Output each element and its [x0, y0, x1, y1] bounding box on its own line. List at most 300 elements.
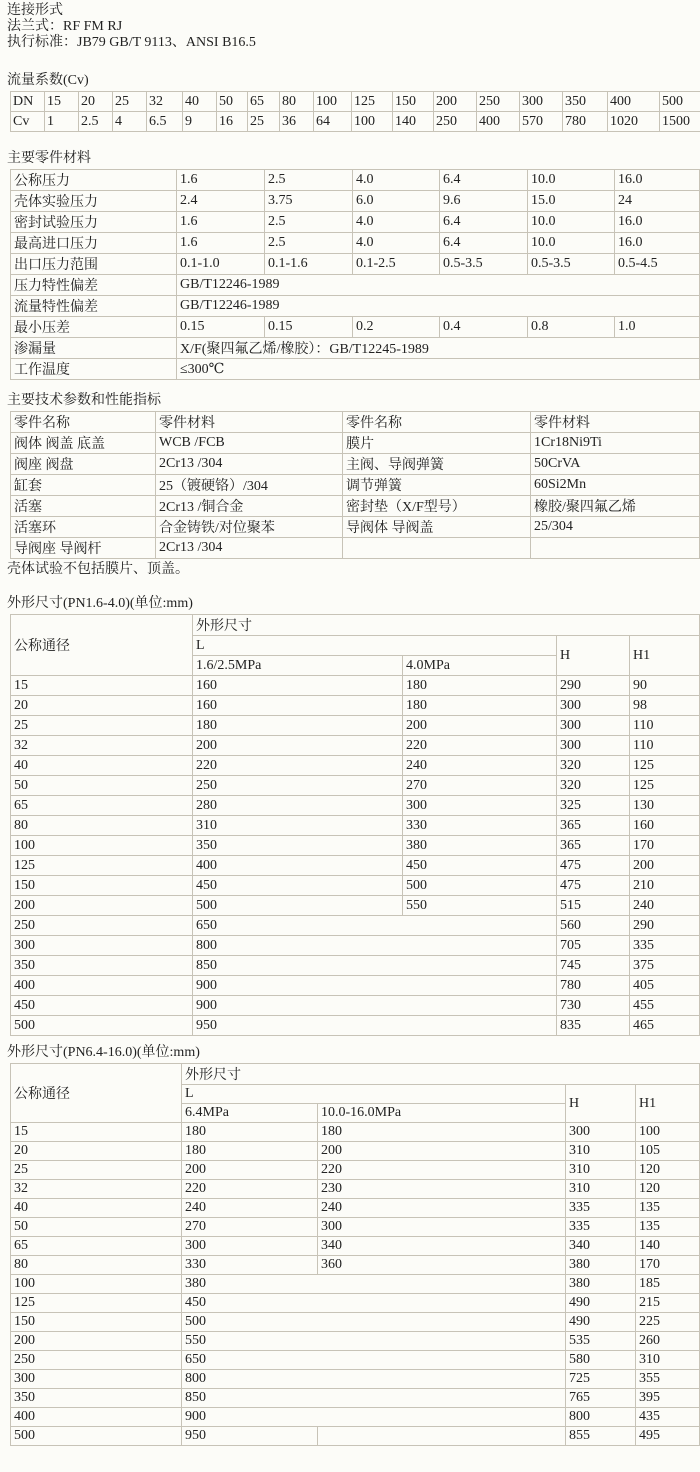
- l1-cell: 220: [182, 1180, 318, 1199]
- dn-cell: 20: [11, 1142, 182, 1161]
- standards-line: 执行标准：JB79 GB/T 9113、ANSI B16.5: [7, 35, 256, 50]
- cv-value-cell: 780: [563, 112, 608, 132]
- parts-cell: 阀座 阀盘: [11, 454, 156, 475]
- dn-cell: 100: [11, 1275, 182, 1294]
- h-cell: 335: [566, 1199, 636, 1218]
- dn-cell: 250: [11, 916, 193, 936]
- dn-value-cell: 80: [280, 92, 314, 112]
- l1-cell: 250: [193, 776, 403, 796]
- h-cell: 535: [566, 1332, 636, 1351]
- h1-cell: 170: [636, 1256, 700, 1275]
- l1-cell: 270: [182, 1218, 318, 1237]
- h-cell: 300: [557, 736, 630, 756]
- cv-value-cell: 25: [248, 112, 280, 132]
- dim-data-row: [11, 1161, 700, 1180]
- h1-cell: 120: [636, 1180, 700, 1199]
- h1-cell: 215: [636, 1294, 700, 1313]
- cv-section-title: 流量系数(Cv): [7, 73, 89, 88]
- col-header-h1: H1: [636, 1085, 700, 1123]
- h-cell: 300: [566, 1123, 636, 1142]
- h1-cell: 260: [636, 1332, 700, 1351]
- h-cell: 300: [557, 696, 630, 716]
- pressure-span-cell: X/F(聚四氟乙烯/橡胶）：GB/T12245-1989: [177, 338, 700, 359]
- h1-cell: 405: [630, 976, 700, 996]
- col-header-nominal-diameter: 公称通径: [11, 615, 193, 676]
- parts-cell: 活塞: [11, 496, 156, 517]
- dn-value-cell: 40: [183, 92, 217, 112]
- l1-cell: 180: [182, 1142, 318, 1161]
- parts-cell: 25/304: [531, 517, 700, 538]
- dim-data-row: [11, 916, 700, 936]
- pressure-row-label: 工作温度: [11, 359, 177, 380]
- h1-cell: 375: [630, 956, 700, 976]
- l1-cell: 400: [193, 856, 403, 876]
- l-merged-cell: 650: [182, 1351, 566, 1370]
- pressure-row-label: 壳体实验压力: [11, 191, 177, 212]
- dim-data-row: [11, 1180, 700, 1199]
- dn-cell: 300: [11, 1370, 182, 1389]
- dn-value-cell: 250: [477, 92, 520, 112]
- h1-cell: 98: [630, 696, 700, 716]
- pressure-value-cell: 1.6: [177, 212, 265, 233]
- l1-cell: 280: [193, 796, 403, 816]
- pressure-value-cell: 0.4: [440, 317, 528, 338]
- pressure-row-label: 渗漏量: [11, 338, 177, 359]
- l1-cell: 310: [193, 816, 403, 836]
- cv-value-cell: 36: [280, 112, 314, 132]
- l2-cell: 220: [318, 1161, 566, 1180]
- pressure-spec-table: [10, 169, 700, 380]
- h-cell: 300: [557, 716, 630, 736]
- h1-cell: 310: [636, 1351, 700, 1370]
- h-cell: 335: [566, 1218, 636, 1237]
- dn-cell: 50: [11, 1218, 182, 1237]
- l1-cell: 450: [193, 876, 403, 896]
- dim-data-row: [11, 1427, 700, 1446]
- dn-value-cell: 25: [113, 92, 147, 112]
- h-cell: 725: [566, 1370, 636, 1389]
- dim-data-row: [11, 1218, 700, 1237]
- pressure-value-cell: 2.5: [265, 212, 353, 233]
- dim-data-row: [11, 996, 700, 1016]
- h-cell: 320: [557, 776, 630, 796]
- dn-cell: 25: [11, 1161, 182, 1180]
- parts-cell: 25（镀硬铬）/304: [156, 475, 343, 496]
- parts-cell: 合金铸铁/对位聚苯: [156, 517, 343, 538]
- h1-cell: 135: [636, 1218, 700, 1237]
- dn-value-cell: 125: [352, 92, 393, 112]
- pressure-row: [11, 275, 700, 296]
- dn-cell: 50: [11, 776, 193, 796]
- dim-data-row: [11, 1199, 700, 1218]
- l1-cell: 350: [193, 836, 403, 856]
- parts-header-row: [11, 412, 700, 433]
- h1-cell: 335: [630, 936, 700, 956]
- parts-column-header: 零件名称: [343, 412, 531, 433]
- dn-cell: 15: [11, 676, 193, 696]
- h1-cell: 200: [630, 856, 700, 876]
- h-cell: 380: [566, 1275, 636, 1294]
- dn-value-cell: 65: [248, 92, 280, 112]
- dim-data-row: [11, 976, 700, 996]
- dn-cell: 15: [11, 1123, 182, 1142]
- l2-cell: 340: [318, 1237, 566, 1256]
- parts-section-title: 主要技术参数和性能指标: [7, 393, 161, 408]
- cv-value-cell: 1020: [608, 112, 660, 132]
- parts-row: [11, 538, 700, 559]
- l2-cell: 300: [403, 796, 557, 816]
- pressure-value-cell: 0.5-3.5: [528, 254, 615, 275]
- pressure-value-cell: 2.4: [177, 191, 265, 212]
- h-cell: 780: [557, 976, 630, 996]
- flow-coefficient-table: [10, 91, 700, 132]
- parts-row: [11, 496, 700, 517]
- dn-cell: 150: [11, 876, 193, 896]
- l1-cell: 220: [193, 756, 403, 776]
- pressure-value-cell: 0.5-3.5: [440, 254, 528, 275]
- pressure-value-cell: 6.0: [353, 191, 440, 212]
- pressure-value-cell: 0.8: [528, 317, 615, 338]
- cv-value-cell: 570: [520, 112, 563, 132]
- dim-data-row: [11, 1408, 700, 1427]
- h-cell: 730: [557, 996, 630, 1016]
- l-merged-cell: 800: [193, 936, 557, 956]
- col-header-outline-dimensions: 外形尺寸: [182, 1064, 700, 1085]
- l1-cell: 500: [193, 896, 403, 916]
- pressure-value-cell: 10.0: [528, 212, 615, 233]
- pressure-value-cell: 0.1-2.5: [353, 254, 440, 275]
- h-cell: 560: [557, 916, 630, 936]
- h1-cell: 130: [630, 796, 700, 816]
- dn-value-cell: 150: [393, 92, 434, 112]
- l1-cell: 240: [182, 1199, 318, 1218]
- l2-cell: 230: [318, 1180, 566, 1199]
- l-merged-cell: 450: [182, 1294, 566, 1313]
- l2-cell: [318, 1427, 566, 1446]
- dn-cell: 80: [11, 816, 193, 836]
- cv-value-cell: 64: [314, 112, 352, 132]
- h-cell: 310: [566, 1180, 636, 1199]
- pressure-value-cell: 4.0: [353, 233, 440, 254]
- h-cell: 365: [557, 816, 630, 836]
- dn-value-cell: 400: [608, 92, 660, 112]
- cv-value-cell: 1: [45, 112, 79, 132]
- dn-cell: 125: [11, 856, 193, 876]
- parts-cell: [343, 538, 531, 559]
- dim-data-row: [11, 1332, 700, 1351]
- dn-cell: 65: [11, 796, 193, 816]
- l2-cell: 180: [403, 676, 557, 696]
- pressure-row: [11, 317, 700, 338]
- pressure-value-cell: 0.1-1.6: [265, 254, 353, 275]
- dim-data-row: [11, 1142, 700, 1161]
- dim-data-row: [11, 816, 700, 836]
- dim-data-row: [11, 676, 700, 696]
- h1-cell: 125: [630, 776, 700, 796]
- pressure-row: [11, 191, 700, 212]
- l2-cell: 240: [403, 756, 557, 776]
- parts-cell: 2Cr13 /铜合金: [156, 496, 343, 517]
- cv-value-cell: 9: [183, 112, 217, 132]
- l1-cell: 160: [193, 676, 403, 696]
- col-header-h: H: [557, 636, 630, 676]
- cv-value-cell: 4: [113, 112, 147, 132]
- cv-value-cell: 16: [217, 112, 248, 132]
- h1-cell: 465: [630, 1016, 700, 1036]
- pressure-value-cell: 3.75: [265, 191, 353, 212]
- parts-column-header: 零件材料: [531, 412, 700, 433]
- parts-row: [11, 433, 700, 454]
- l2-cell: 450: [403, 856, 557, 876]
- pressure-value-cell: 9.6: [440, 191, 528, 212]
- dn-value-cell: 15: [45, 92, 79, 112]
- dn-cell: 500: [11, 1016, 193, 1036]
- dim-data-row: [11, 1389, 700, 1408]
- h1-cell: 355: [636, 1370, 700, 1389]
- dn-cell: 100: [11, 836, 193, 856]
- dim-data-row: [11, 1275, 700, 1294]
- pressure-span-cell: ≤300℃: [177, 359, 700, 380]
- l2-cell: 180: [318, 1123, 566, 1142]
- cv-value-cell: 250: [434, 112, 477, 132]
- dim1-section-title: 外形尺寸(PN1.6-4.0)(单位:mm): [7, 596, 193, 611]
- dim-data-row: [11, 1294, 700, 1313]
- l-merged-cell: 500: [182, 1313, 566, 1332]
- parts-cell: 50CrVA: [531, 454, 700, 475]
- dim-data-row: [11, 896, 700, 916]
- dim-data-row: [11, 956, 700, 976]
- pressure-span-cell: GB/T12246-1989: [177, 275, 700, 296]
- parts-row: [11, 475, 700, 496]
- dn-value-cell: 100: [314, 92, 352, 112]
- dim-header-row-1: [11, 615, 700, 636]
- dim-data-row: [11, 736, 700, 756]
- dim-data-row: [11, 1370, 700, 1389]
- dim-data-row: [11, 1237, 700, 1256]
- h1-cell: 125: [630, 756, 700, 776]
- cv-row-label: Cv: [11, 112, 45, 132]
- col-header-l-pressure-2: 4.0MPa: [403, 656, 557, 676]
- dn-value-cell: 32: [147, 92, 183, 112]
- parts-cell: 密封垫（X/F型号）: [343, 496, 531, 517]
- pressure-row: [11, 296, 700, 317]
- h-cell: 490: [566, 1294, 636, 1313]
- dim-data-row: [11, 1123, 700, 1142]
- shell-test-note: 壳体试验不包括膜片、顶盖。: [7, 562, 189, 577]
- parts-cell: 活塞环: [11, 517, 156, 538]
- l-merged-cell: 380: [182, 1275, 566, 1294]
- dn-value-cell: 350: [563, 92, 608, 112]
- dn-cell: 200: [11, 1332, 182, 1351]
- l-merged-cell: 900: [182, 1408, 566, 1427]
- pressure-value-cell: 0.15: [177, 317, 265, 338]
- h-cell: 290: [557, 676, 630, 696]
- parts-cell: 阀体 阀盖 底盖: [11, 433, 156, 454]
- parts-row: [11, 454, 700, 475]
- intro-block: [7, 3, 699, 51]
- dim-data-row: [11, 796, 700, 816]
- pressure-value-cell: 4.0: [353, 212, 440, 233]
- dn-cell: 350: [11, 1389, 182, 1408]
- l2-cell: 300: [318, 1218, 566, 1237]
- parts-column-header: 零件材料: [156, 412, 343, 433]
- l-merged-cell: 900: [193, 976, 557, 996]
- l2-cell: 500: [403, 876, 557, 896]
- h-cell: 475: [557, 856, 630, 876]
- l-merged-cell: 550: [182, 1332, 566, 1351]
- dim-data-row: [11, 936, 700, 956]
- h-cell: 490: [566, 1313, 636, 1332]
- dim-data-row: [11, 1256, 700, 1275]
- parts-cell: 主阀、导阀弹簧: [343, 454, 531, 475]
- cv-value-cell: 2.5: [79, 112, 113, 132]
- dim-header-row-1: [11, 1064, 700, 1085]
- pressure-value-cell: 0.5-4.5: [615, 254, 700, 275]
- pressure-value-cell: 10.0: [528, 170, 615, 191]
- dn-cell: 200: [11, 896, 193, 916]
- h-cell: 705: [557, 936, 630, 956]
- pressure-row: [11, 254, 700, 275]
- dn-cell: 80: [11, 1256, 182, 1275]
- dim-data-row: [11, 876, 700, 896]
- parts-cell: [531, 538, 700, 559]
- l-merged-cell: 800: [182, 1370, 566, 1389]
- col-header-l-pressure-2: 10.0-16.0MPa: [318, 1104, 566, 1123]
- parts-material-table: [10, 411, 700, 559]
- parts-cell: 1Cr18Ni9Ti: [531, 433, 700, 454]
- l2-cell: 330: [403, 816, 557, 836]
- dim-data-row: [11, 1016, 700, 1036]
- h1-cell: 210: [630, 876, 700, 896]
- col-header-l: L: [182, 1085, 566, 1104]
- pressure-value-cell: 16.0: [615, 212, 700, 233]
- col-header-h1: H1: [630, 636, 700, 676]
- pressure-value-cell: 6.4: [440, 170, 528, 191]
- h-cell: 835: [557, 1016, 630, 1036]
- pressure-value-cell: 1.0: [615, 317, 700, 338]
- h1-cell: 110: [630, 736, 700, 756]
- dn-cell: 25: [11, 716, 193, 736]
- dim-data-row: [11, 1313, 700, 1332]
- h-cell: 340: [566, 1237, 636, 1256]
- dn-cell: 150: [11, 1313, 182, 1332]
- l-merged-cell: 850: [182, 1389, 566, 1408]
- pressure-row: [11, 212, 700, 233]
- parts-cell: 2Cr13 /304: [156, 538, 343, 559]
- pressure-value-cell: 24: [615, 191, 700, 212]
- h1-cell: 455: [630, 996, 700, 1016]
- parts-cell: 膜片: [343, 433, 531, 454]
- parts-cell: 调节弹簧: [343, 475, 531, 496]
- pressure-value-cell: 6.4: [440, 233, 528, 254]
- pressure-value-cell: 6.4: [440, 212, 528, 233]
- pressure-value-cell: 1.6: [177, 233, 265, 254]
- parts-cell: 缸套: [11, 475, 156, 496]
- connection-type-title: 连接形式: [7, 3, 63, 18]
- dn-cell: 250: [11, 1351, 182, 1370]
- dn-cell: 400: [11, 1408, 182, 1427]
- col-header-outline-dimensions: 外形尺寸: [193, 615, 700, 636]
- parts-row: [11, 517, 700, 538]
- dn-cell: 20: [11, 696, 193, 716]
- dn-value-cell: 200: [434, 92, 477, 112]
- h1-cell: 90: [630, 676, 700, 696]
- pressure-row: [11, 233, 700, 254]
- pressure-value-cell: 15.0: [528, 191, 615, 212]
- h1-cell: 225: [636, 1313, 700, 1332]
- l2-cell: 240: [318, 1199, 566, 1218]
- l2-cell: 270: [403, 776, 557, 796]
- dim-data-row: [11, 1351, 700, 1370]
- col-header-l-pressure-1: 6.4MPa: [182, 1104, 318, 1123]
- pressure-row: [11, 338, 700, 359]
- cv-value-cell: 400: [477, 112, 520, 132]
- dimension-table-pn16-40: [10, 614, 700, 1036]
- parts-cell: 橡胶/聚四氟乙烯: [531, 496, 700, 517]
- h1-cell: 185: [636, 1275, 700, 1294]
- pressure-value-cell: 16.0: [615, 170, 700, 191]
- l2-cell: 220: [403, 736, 557, 756]
- pressure-row-label: 公称压力: [11, 170, 177, 191]
- h1-cell: 110: [630, 716, 700, 736]
- pressure-value-cell: 0.2: [353, 317, 440, 338]
- h-cell: 365: [557, 836, 630, 856]
- pressure-value-cell: 4.0: [353, 170, 440, 191]
- dim-data-row: [11, 756, 700, 776]
- h-cell: 765: [566, 1389, 636, 1408]
- h-cell: 855: [566, 1427, 636, 1446]
- l2-cell: 200: [403, 716, 557, 736]
- l-merged-cell: 950: [193, 1016, 557, 1036]
- parts-cell: 60Si2Mn: [531, 475, 700, 496]
- pressure-value-cell: 16.0: [615, 233, 700, 254]
- pressure-section-title: 主要零件材料: [7, 151, 91, 166]
- dimension-table-pn64-160: [10, 1063, 700, 1446]
- pressure-row-label: 最小压差: [11, 317, 177, 338]
- pressure-row-label: 流量特性偏差: [11, 296, 177, 317]
- pressure-value-cell: 10.0: [528, 233, 615, 254]
- h1-cell: 170: [630, 836, 700, 856]
- col-header-nominal-diameter: 公称通径: [11, 1064, 182, 1123]
- l2-cell: 380: [403, 836, 557, 856]
- dim-data-row: [11, 716, 700, 736]
- dn-value-cell: 500: [660, 92, 700, 112]
- l2-cell: 200: [318, 1142, 566, 1161]
- dn-row-label: DN: [11, 92, 45, 112]
- pressure-span-cell: GB/T12246-1989: [177, 296, 700, 317]
- h-cell: 380: [566, 1256, 636, 1275]
- pressure-row-label: 最高进口压力: [11, 233, 177, 254]
- pressure-value-cell: 2.5: [265, 170, 353, 191]
- h1-cell: 435: [636, 1408, 700, 1427]
- cv-value-cell: 140: [393, 112, 434, 132]
- l1-cell: 300: [182, 1237, 318, 1256]
- dim-data-row: [11, 836, 700, 856]
- pressure-row-label: 出口压力范围: [11, 254, 177, 275]
- col-header-l-pressure-1: 1.6/2.5MPa: [193, 656, 403, 676]
- dim-data-row: [11, 776, 700, 796]
- cv-value-cell: 1500: [660, 112, 700, 132]
- dn-cell: 40: [11, 1199, 182, 1218]
- col-header-h: H: [566, 1085, 636, 1123]
- dn-cell: 32: [11, 736, 193, 756]
- l-merged-cell: 650: [193, 916, 557, 936]
- pressure-value-cell: 2.5: [265, 233, 353, 254]
- dn-cell: 400: [11, 976, 193, 996]
- dn-value-cell: 20: [79, 92, 113, 112]
- pressure-row-label: 压力特性偏差: [11, 275, 177, 296]
- h-cell: 580: [566, 1351, 636, 1370]
